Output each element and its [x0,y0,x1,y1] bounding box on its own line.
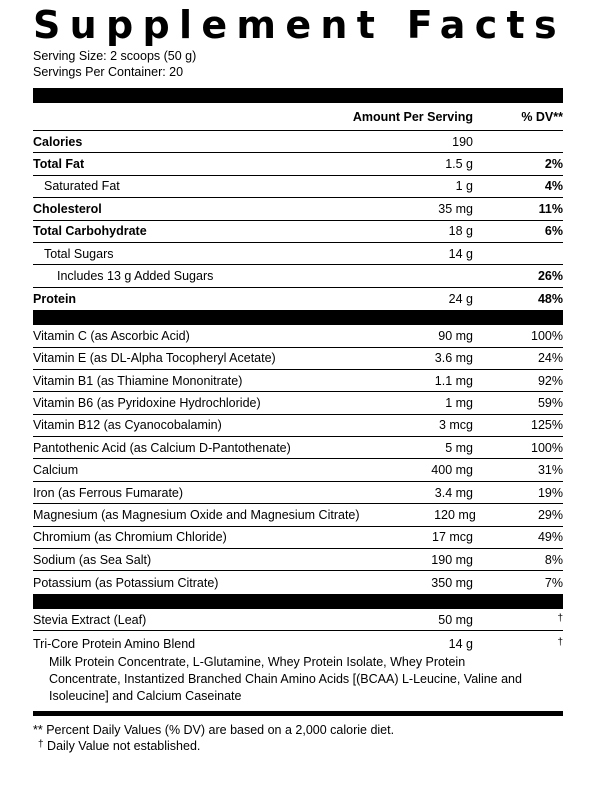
nutrient-amount: 14 g [448,246,473,261]
nutrient-row-calories [33,131,563,153]
amount-header: Amount Per Serving [352,109,473,124]
nutrient-dv: 48% [537,291,563,306]
nutrient-name: Iron (as Ferrous Fumarate) [33,485,184,500]
ingredient-name: Tri-Core Protein Amino Blend [33,637,196,652]
panel-title: Supplement Facts [33,3,566,47]
nutrient-row-magnesium [33,504,563,526]
nutrient-dv: 6% [544,224,563,239]
nutrient-amount: 190 mg [431,552,473,567]
nutrient-row-calcium [33,459,563,481]
dagger-mark: † [557,637,563,649]
nutrient-name: Vitamin B1 (as Thiamine Mononitrate) [33,373,243,388]
nutrient-name: Vitamin E (as DL-Alpha Tocopheryl Acetate) [33,351,276,366]
nutrient-name: Cholesterol [33,201,102,216]
nutrient-row-vitamin-b6 [33,392,563,414]
nutrient-amount: 35 mg [438,201,473,216]
footnote-dagger [33,738,563,756]
nutrient-dv: 29% [537,507,563,522]
thick-divider [33,594,563,609]
nutrient-dv: 26% [537,269,563,284]
nutrient-row-saturated-fat [33,176,563,198]
nutrient-name: Vitamin B12 (as Cyanocobalamin) [33,418,222,433]
nutrient-row-cholesterol [33,198,563,220]
supplement-facts-panel [33,2,566,756]
nutrient-row-protein [33,288,563,310]
nutrient-name: Vitamin B6 (as Pyridoxine Hydrochloride) [33,395,261,410]
footnote-daily-values: ** Percent Daily Values (% DV) are based on a 2,000 calorie diet. [33,722,395,737]
nutrient-row-vitamin-b1 [33,370,563,392]
nutrient-amount: 5 mg [445,440,473,455]
thick-divider [33,310,563,325]
macro-section [33,131,563,310]
nutrient-amount: 17 mcg [432,530,473,545]
nutrient-name: Pantothenic Acid (as Calcium D-Pantothenate) [33,440,291,455]
nutrient-row-vitamin-b12 [33,415,563,437]
dagger-mark: † [557,612,563,624]
nutrient-dv: 2% [544,157,563,172]
nutrient-amount: 24 g [448,291,473,306]
nutrient-amount: 1.5 g [445,157,473,172]
dv-header: % DV** [521,109,563,124]
nutrient-dv: 4% [544,179,563,194]
thick-divider [33,88,563,103]
nutrient-dv: 49% [537,530,563,545]
ingredient-amount: 50 mg [438,612,473,627]
nutrient-amount: 120 mg [434,507,476,522]
nutrient-name: Total Carbohydrate [33,224,147,239]
nutrient-dv: 11% [538,201,563,216]
nutrient-amount: 3 mcg [438,418,473,433]
ingredient-amount: 14 g [448,637,473,652]
nutrient-name: Total Sugars [44,246,114,261]
nutrient-name: Magnesium (as Magnesium Oxide and Magnesium Citrate) [33,507,360,522]
nutrient-dv: 92% [537,373,563,388]
ingredient-name: Stevia Extract (Leaf) [33,612,147,627]
nutrient-amount: 400 mg [431,463,473,478]
nutrient-amount: 90 mg [438,328,473,343]
nutrient-row-total-sugars [33,243,563,265]
nutrient-dv: 125% [531,418,563,433]
nutrient-row-added-sugars [33,265,563,287]
nutrient-dv: 7% [544,575,563,590]
blend-ingredients-list: Milk Protein Concentrate, L-Glutamine, Whey Protein Isolate, Whey Protein Concentrate, Instantized Branched Chain Amino Acids [(BCAA) L-Leucine, Valine and Isoleucine] and Calcium Caseinate [49,654,522,703]
nutrient-dv: 24% [537,351,563,366]
nutrient-row-total-fat [33,153,563,175]
servings-per-container: Servings Per Container: 20 [33,65,184,79]
nutrient-amount: 3.4 mg [434,485,473,500]
nutrient-amount: 1.1 mg [434,373,473,388]
other-ingredients-section [33,609,563,711]
nutrient-dv: 100% [531,328,563,343]
nutrient-amount: 1 mg [445,395,473,410]
nutrient-dv: 100% [531,440,563,455]
nutrient-name: Includes 13 g Added Sugars [57,269,214,284]
nutrient-row-vitamin-e [33,348,563,370]
nutrient-row-pantothenic-acid [33,437,563,459]
nutrient-name: Potassium (as Potassium Citrate) [33,575,219,590]
nutrient-dv: 19% [537,485,563,500]
footnote-dagger-text: Daily Value not established. [47,738,201,753]
nutrient-row-potassium [33,571,563,593]
nutrient-amount: 3.6 mg [434,351,473,366]
nutrient-amount: 1 g [455,179,473,194]
nutrient-row-total-carbohydrate [33,221,563,243]
ingredient-row-protein-blend [33,631,563,653]
nutrient-amount: 190 [452,134,473,149]
nutrient-name: Chromium (as Chromium Chloride) [33,530,227,545]
nutrient-dv: 59% [537,395,563,410]
nutrient-row-vitamin-c [33,325,563,347]
nutrient-name: Protein [33,291,77,306]
nutrient-name: Vitamin C (as Ascorbic Acid) [33,328,190,343]
serving-size: Serving Size: 2 scoops (50 g) [33,49,197,63]
ingredient-row-stevia [33,609,563,631]
nutrient-amount: 350 mg [431,575,473,590]
nutrient-row-iron [33,482,563,504]
micro-section [33,325,563,594]
column-header [33,103,563,131]
nutrient-row-sodium [33,549,563,571]
nutrient-name: Sodium (as Sea Salt) [33,552,152,567]
nutrient-name: Calories [33,134,83,149]
nutrient-name: Total Fat [33,157,85,172]
nutrient-name: Saturated Fat [44,179,120,194]
nutrient-dv: 31% [537,463,563,478]
nutrient-name: Calcium [33,463,79,478]
nutrient-amount: 18 g [448,224,473,239]
nutrient-row-chromium [33,527,563,549]
dagger-mark: † [38,738,44,750]
nutrient-dv: 8% [544,552,563,567]
